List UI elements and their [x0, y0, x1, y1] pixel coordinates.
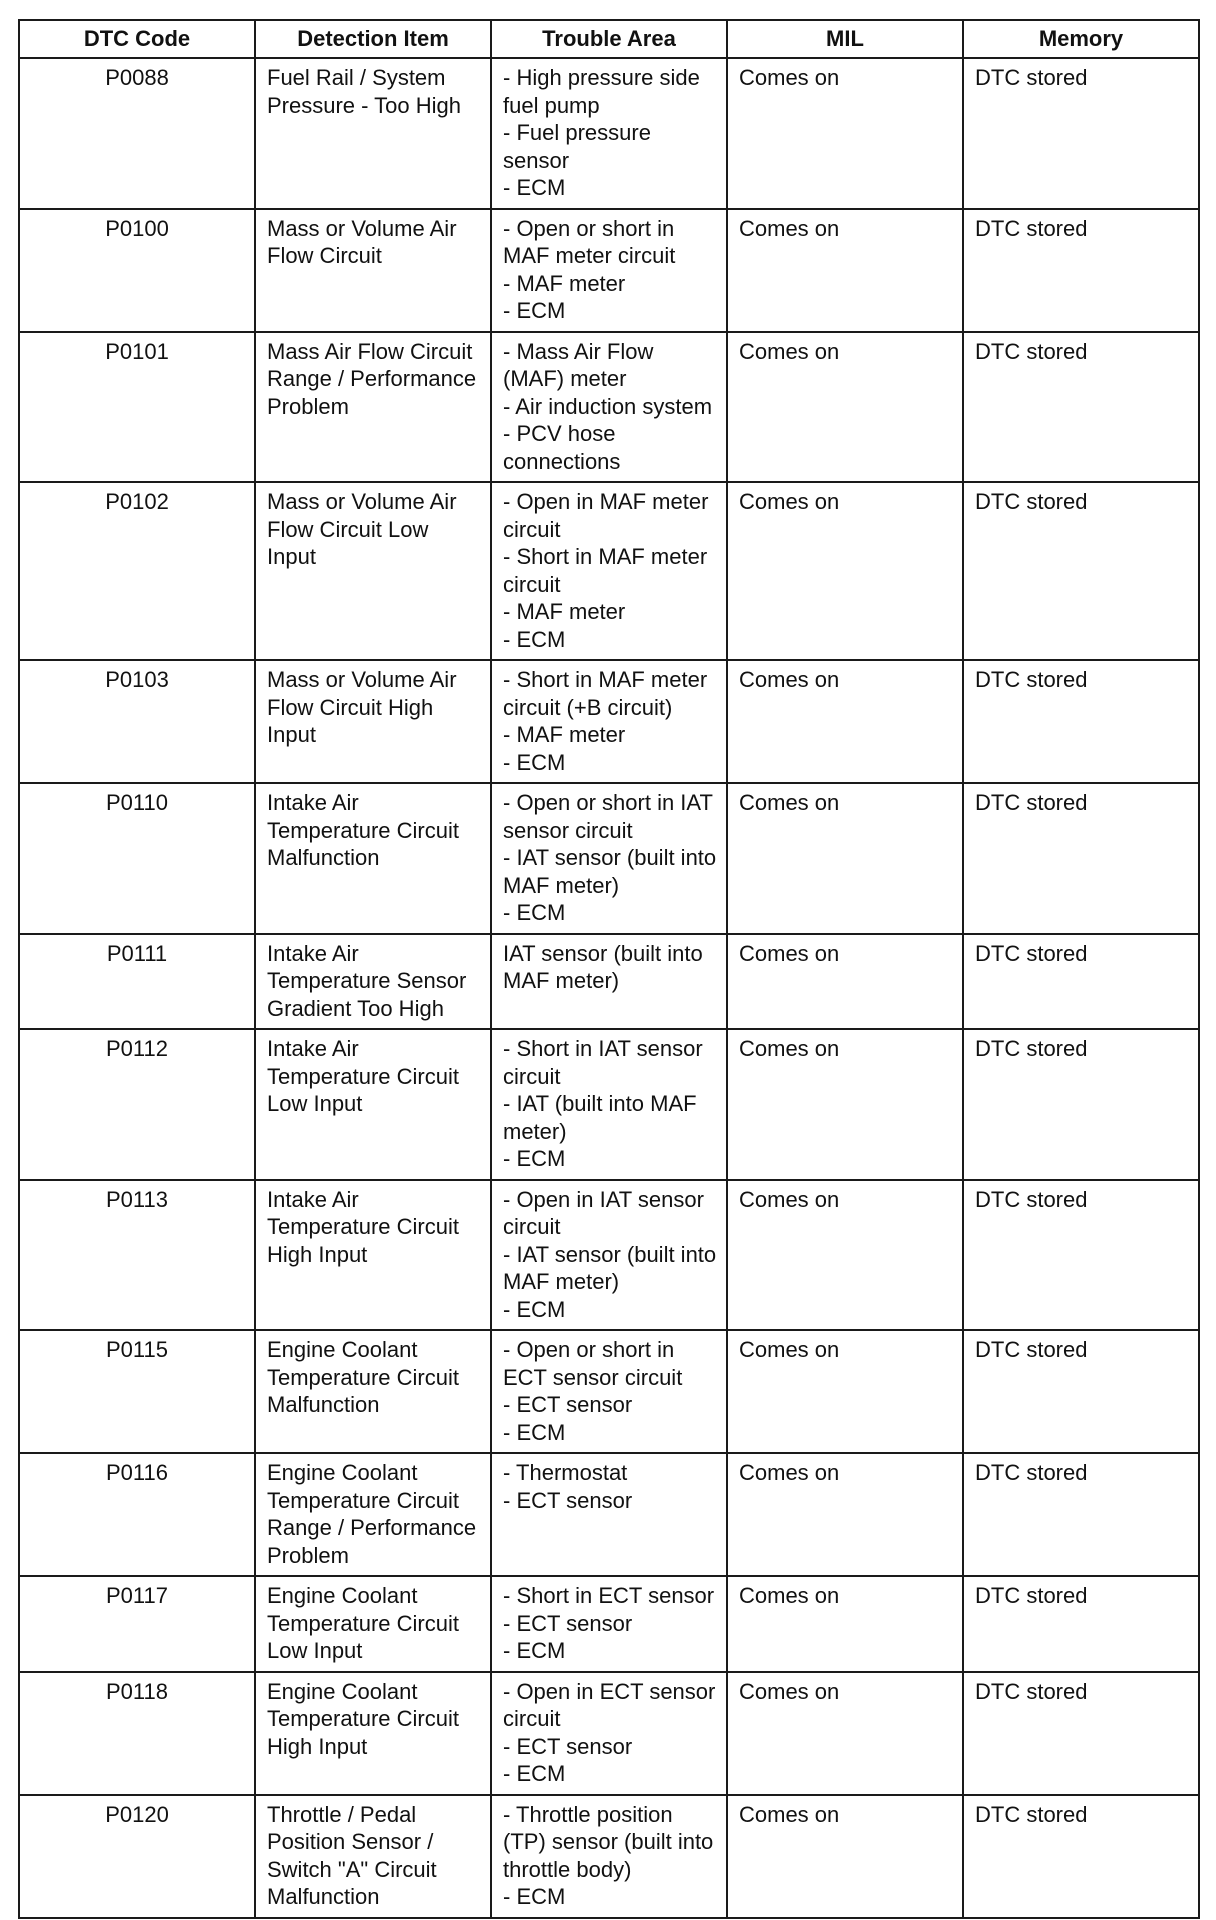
detection-item-cell — [255, 1029, 491, 1180]
detection-item-cell — [255, 1795, 491, 1918]
trouble-area-cell — [491, 1330, 727, 1453]
trouble-area-line: - IAT sensor (built into — [503, 845, 717, 870]
dtc-code-cell: P0113 — [19, 1180, 255, 1331]
trouble-area-line: MAF meter) — [503, 968, 620, 993]
detection-item-line: Temperature Circuit — [267, 1364, 459, 1390]
detection-item-line: Mass or Volume Air — [267, 215, 457, 241]
table-row — [19, 1576, 1199, 1672]
detection-item-line: Input — [267, 722, 316, 747]
trouble-area-cell — [491, 1180, 727, 1331]
trouble-area-line: - MAF meter — [503, 270, 626, 296]
mil-cell: Comes on — [727, 934, 963, 1030]
trouble-area-line: circuit — [503, 1063, 561, 1089]
trouble-area-line: fuel pump — [503, 92, 600, 118]
mil-cell: Comes on — [727, 1576, 963, 1672]
trouble-area-line: ECT sensor circuit — [503, 1364, 683, 1390]
detection-item-line: Mass Air Flow Circuit — [267, 338, 473, 364]
header-mil: MIL — [727, 20, 963, 58]
table-row — [19, 934, 1199, 1030]
detection-item-line: Low Input — [267, 1638, 363, 1663]
detection-item-line: Pressure - Too High — [267, 92, 462, 118]
memory-cell: DTC stored — [963, 1795, 1199, 1918]
detection-item-cell — [255, 660, 491, 783]
dtc-code-cell: P0115 — [19, 1330, 255, 1453]
dtc-code-cell: P0116 — [19, 1453, 255, 1576]
memory-cell: DTC stored — [963, 1029, 1199, 1180]
dtc-code-cell: P0120 — [19, 1795, 255, 1918]
memory-cell: DTC stored — [963, 482, 1199, 660]
trouble-area-line: - Air induction system — [503, 393, 713, 419]
trouble-area-cell — [491, 209, 727, 332]
trouble-area-cell — [491, 1672, 727, 1795]
detection-item-line: Mass or Volume Air — [267, 489, 457, 514]
header-row — [19, 20, 1199, 58]
detection-item-line: Problem — [267, 393, 349, 419]
trouble-area-line: - ECM — [503, 626, 566, 652]
detection-item-cell — [255, 58, 491, 209]
table-row — [19, 1180, 1199, 1331]
trouble-area-line: - ECM — [503, 900, 566, 925]
trouble-area-line: MAF meter) — [503, 1269, 620, 1294]
detection-item-line: Range / Performance — [267, 1515, 477, 1540]
trouble-area-cell — [491, 1029, 727, 1180]
trouble-area-line: - Open or short in — [503, 215, 675, 241]
trouble-area-line: (MAF) meter — [503, 366, 627, 391]
trouble-area-cell — [491, 1576, 727, 1672]
table-row — [19, 209, 1199, 332]
trouble-area-line: - IAT (built into MAF — [503, 1091, 697, 1116]
detection-item-line: Flow Circuit Low — [267, 516, 429, 542]
dtc-code-cell: P0111 — [19, 934, 255, 1030]
detection-item-line: Temperature Circuit — [267, 817, 459, 843]
dtc-code-cell: P0102 — [19, 482, 255, 660]
detection-item-line: Problem — [267, 1542, 349, 1568]
dtc-table — [18, 19, 1200, 1919]
table-row — [19, 1330, 1199, 1453]
dtc-code-cell: P0118 — [19, 1672, 255, 1795]
detection-item-line: Temperature Circuit — [267, 1487, 459, 1513]
table-body — [19, 58, 1199, 1918]
trouble-area-line: circuit (+B circuit) — [503, 694, 673, 720]
detection-item-line: Temperature Sensor — [267, 968, 467, 993]
mil-cell: Comes on — [727, 482, 963, 660]
detection-item-line: Engine Coolant — [267, 1460, 418, 1485]
detection-item-line: Flow Circuit — [267, 243, 382, 268]
trouble-area-line: connections — [503, 448, 621, 474]
header-trouble-area: Trouble Area — [491, 20, 727, 58]
trouble-area-line: meter) — [503, 1118, 567, 1144]
trouble-area-line: - MAF meter — [503, 722, 626, 747]
detection-item-line: Engine Coolant — [267, 1337, 418, 1362]
trouble-area-line: - ECM — [503, 1761, 566, 1786]
detection-item-line: High Input — [267, 1241, 368, 1267]
trouble-area-line: circuit — [503, 516, 561, 542]
header-dtc-code: DTC Code — [19, 20, 255, 58]
trouble-area-line: IAT sensor (built into — [503, 940, 703, 966]
trouble-area-line: - Open in IAT sensor — [503, 1186, 704, 1212]
trouble-area-line: throttle body) — [503, 1856, 632, 1882]
table-row — [19, 482, 1199, 660]
mil-cell: Comes on — [727, 1453, 963, 1576]
header-memory: Memory — [963, 20, 1199, 58]
trouble-area-line: - ECM — [503, 1884, 566, 1909]
trouble-area-line: MAF meter circuit — [503, 243, 676, 268]
detection-item-line: Switch "A" Circuit — [267, 1856, 437, 1882]
memory-cell: DTC stored — [963, 1180, 1199, 1331]
mil-cell: Comes on — [727, 209, 963, 332]
trouble-area-line: MAF meter) — [503, 872, 620, 898]
trouble-area-line: - MAF meter — [503, 599, 626, 624]
trouble-area-line: - ECM — [503, 1146, 566, 1171]
memory-cell: DTC stored — [963, 209, 1199, 332]
detection-item-line: Intake Air — [267, 940, 359, 966]
detection-item-cell — [255, 209, 491, 332]
trouble-area-line: - ECT sensor — [503, 1487, 633, 1513]
detection-item-cell — [255, 482, 491, 660]
detection-item-line: Gradient Too High — [267, 995, 444, 1021]
memory-cell: DTC stored — [963, 660, 1199, 783]
trouble-area-cell — [491, 58, 727, 209]
table-row — [19, 1672, 1199, 1795]
trouble-area-line: circuit — [503, 1706, 561, 1731]
detection-item-line: Intake Air — [267, 1036, 359, 1061]
trouble-area-line: - Short in MAF meter — [503, 667, 708, 692]
trouble-area-line: - Mass Air Flow — [503, 338, 654, 364]
detection-item-line: Low Input — [267, 1091, 363, 1116]
trouble-area-line: - Short in IAT sensor — [503, 1036, 703, 1061]
trouble-area-line: circuit — [503, 1214, 561, 1239]
trouble-area-line: - Open in MAF meter — [503, 489, 709, 514]
memory-cell: DTC stored — [963, 1330, 1199, 1453]
memory-cell: DTC stored — [963, 1672, 1199, 1795]
table-row — [19, 783, 1199, 934]
trouble-area-cell — [491, 332, 727, 483]
trouble-area-cell — [491, 1453, 727, 1576]
detection-item-line: Range / Performance — [267, 366, 477, 391]
detection-item-line: Malfunction — [267, 1392, 380, 1417]
trouble-area-cell — [491, 1795, 727, 1918]
trouble-area-line: - ECT sensor — [503, 1610, 633, 1636]
mil-cell: Comes on — [727, 1180, 963, 1331]
detection-item-line: Temperature Circuit — [267, 1610, 459, 1636]
trouble-area-line: - ECM — [503, 1419, 566, 1445]
table-row — [19, 58, 1199, 209]
detection-item-line: Temperature Circuit — [267, 1706, 459, 1731]
detection-item-line: Flow Circuit High — [267, 694, 434, 720]
detection-item-cell — [255, 1453, 491, 1576]
mil-cell: Comes on — [727, 332, 963, 483]
table-row — [19, 660, 1199, 783]
detection-item-line: Throttle / Pedal — [267, 1801, 417, 1827]
trouble-area-line: sensor — [503, 147, 570, 173]
dtc-code-cell: P0117 — [19, 1576, 255, 1672]
trouble-area-line: circuit — [503, 571, 561, 597]
trouble-area-line: - Short in MAF meter — [503, 544, 708, 569]
dtc-code-cell: P0112 — [19, 1029, 255, 1180]
table-row — [19, 332, 1199, 483]
trouble-area-line: - High pressure side — [503, 65, 700, 90]
detection-item-line: Temperature Circuit — [267, 1063, 459, 1089]
trouble-area-line: - ECM — [503, 1296, 566, 1322]
mil-cell: Comes on — [727, 660, 963, 783]
detection-item-line: Intake Air — [267, 1186, 359, 1212]
detection-item-line: High Input — [267, 1733, 368, 1759]
trouble-area-line: - IAT sensor (built into — [503, 1241, 717, 1267]
trouble-area-line: - ECT sensor — [503, 1733, 633, 1759]
trouble-area-line: - Fuel pressure — [503, 120, 651, 145]
mil-cell: Comes on — [727, 1029, 963, 1180]
detection-item-line: Input — [267, 544, 316, 569]
dtc-code-cell: P0110 — [19, 783, 255, 934]
detection-item-cell — [255, 1576, 491, 1672]
detection-item-line: Mass or Volume Air — [267, 667, 457, 692]
trouble-area-line: - Thermostat — [503, 1460, 628, 1485]
trouble-area-cell — [491, 482, 727, 660]
trouble-area-line: - Open or short in IAT — [503, 790, 713, 815]
trouble-area-line: - PCV hose — [503, 421, 616, 446]
mil-cell: Comes on — [727, 1330, 963, 1453]
table-row — [19, 1795, 1199, 1918]
trouble-area-line: (TP) sensor (built into — [503, 1829, 714, 1854]
memory-cell: DTC stored — [963, 58, 1199, 209]
mil-cell: Comes on — [727, 1795, 963, 1918]
mil-cell: Comes on — [727, 58, 963, 209]
memory-cell: DTC stored — [963, 783, 1199, 934]
detection-item-line: Temperature Circuit — [267, 1214, 459, 1239]
trouble-area-line: - Short in ECT sensor — [503, 1583, 715, 1608]
detection-item-cell — [255, 783, 491, 934]
detection-item-line: Intake Air — [267, 790, 359, 815]
trouble-area-line: - ECT sensor — [503, 1392, 633, 1417]
trouble-area-cell — [491, 934, 727, 1030]
trouble-area-line: - Open or short in — [503, 1337, 675, 1362]
trouble-area-line: - ECM — [503, 175, 566, 200]
trouble-area-line: - Throttle position — [503, 1801, 673, 1827]
memory-cell: DTC stored — [963, 934, 1199, 1030]
trouble-area-line: - ECM — [503, 1638, 566, 1663]
trouble-area-line: - ECM — [503, 298, 566, 323]
memory-cell: DTC stored — [963, 332, 1199, 483]
detection-item-line: Engine Coolant — [267, 1678, 418, 1704]
trouble-area-line: sensor circuit — [503, 817, 633, 843]
dtc-code-cell: P0100 — [19, 209, 255, 332]
memory-cell: DTC stored — [963, 1453, 1199, 1576]
detection-item-line: Position Sensor / — [267, 1829, 434, 1854]
detection-item-cell — [255, 934, 491, 1030]
table-header — [19, 20, 1199, 58]
detection-item-cell — [255, 1180, 491, 1331]
table-row — [19, 1453, 1199, 1576]
detection-item-line: Malfunction — [267, 1884, 380, 1909]
trouble-area-cell — [491, 783, 727, 934]
detection-item-cell — [255, 1672, 491, 1795]
detection-item-line: Engine Coolant — [267, 1583, 418, 1608]
dtc-code-cell: P0101 — [19, 332, 255, 483]
detection-item-line: Malfunction — [267, 845, 380, 870]
memory-cell: DTC stored — [963, 1576, 1199, 1672]
header-detection-item: Detection Item — [255, 20, 491, 58]
mil-cell: Comes on — [727, 1672, 963, 1795]
table-row — [19, 1029, 1199, 1180]
trouble-area-line: - ECM — [503, 749, 566, 775]
detection-item-cell — [255, 1330, 491, 1453]
trouble-area-line: - Open in ECT sensor — [503, 1678, 716, 1704]
detection-item-line: Fuel Rail / System — [267, 65, 446, 90]
dtc-code-cell: P0103 — [19, 660, 255, 783]
mil-cell: Comes on — [727, 783, 963, 934]
trouble-area-cell — [491, 660, 727, 783]
dtc-code-cell: P0088 — [19, 58, 255, 209]
detection-item-cell — [255, 332, 491, 483]
